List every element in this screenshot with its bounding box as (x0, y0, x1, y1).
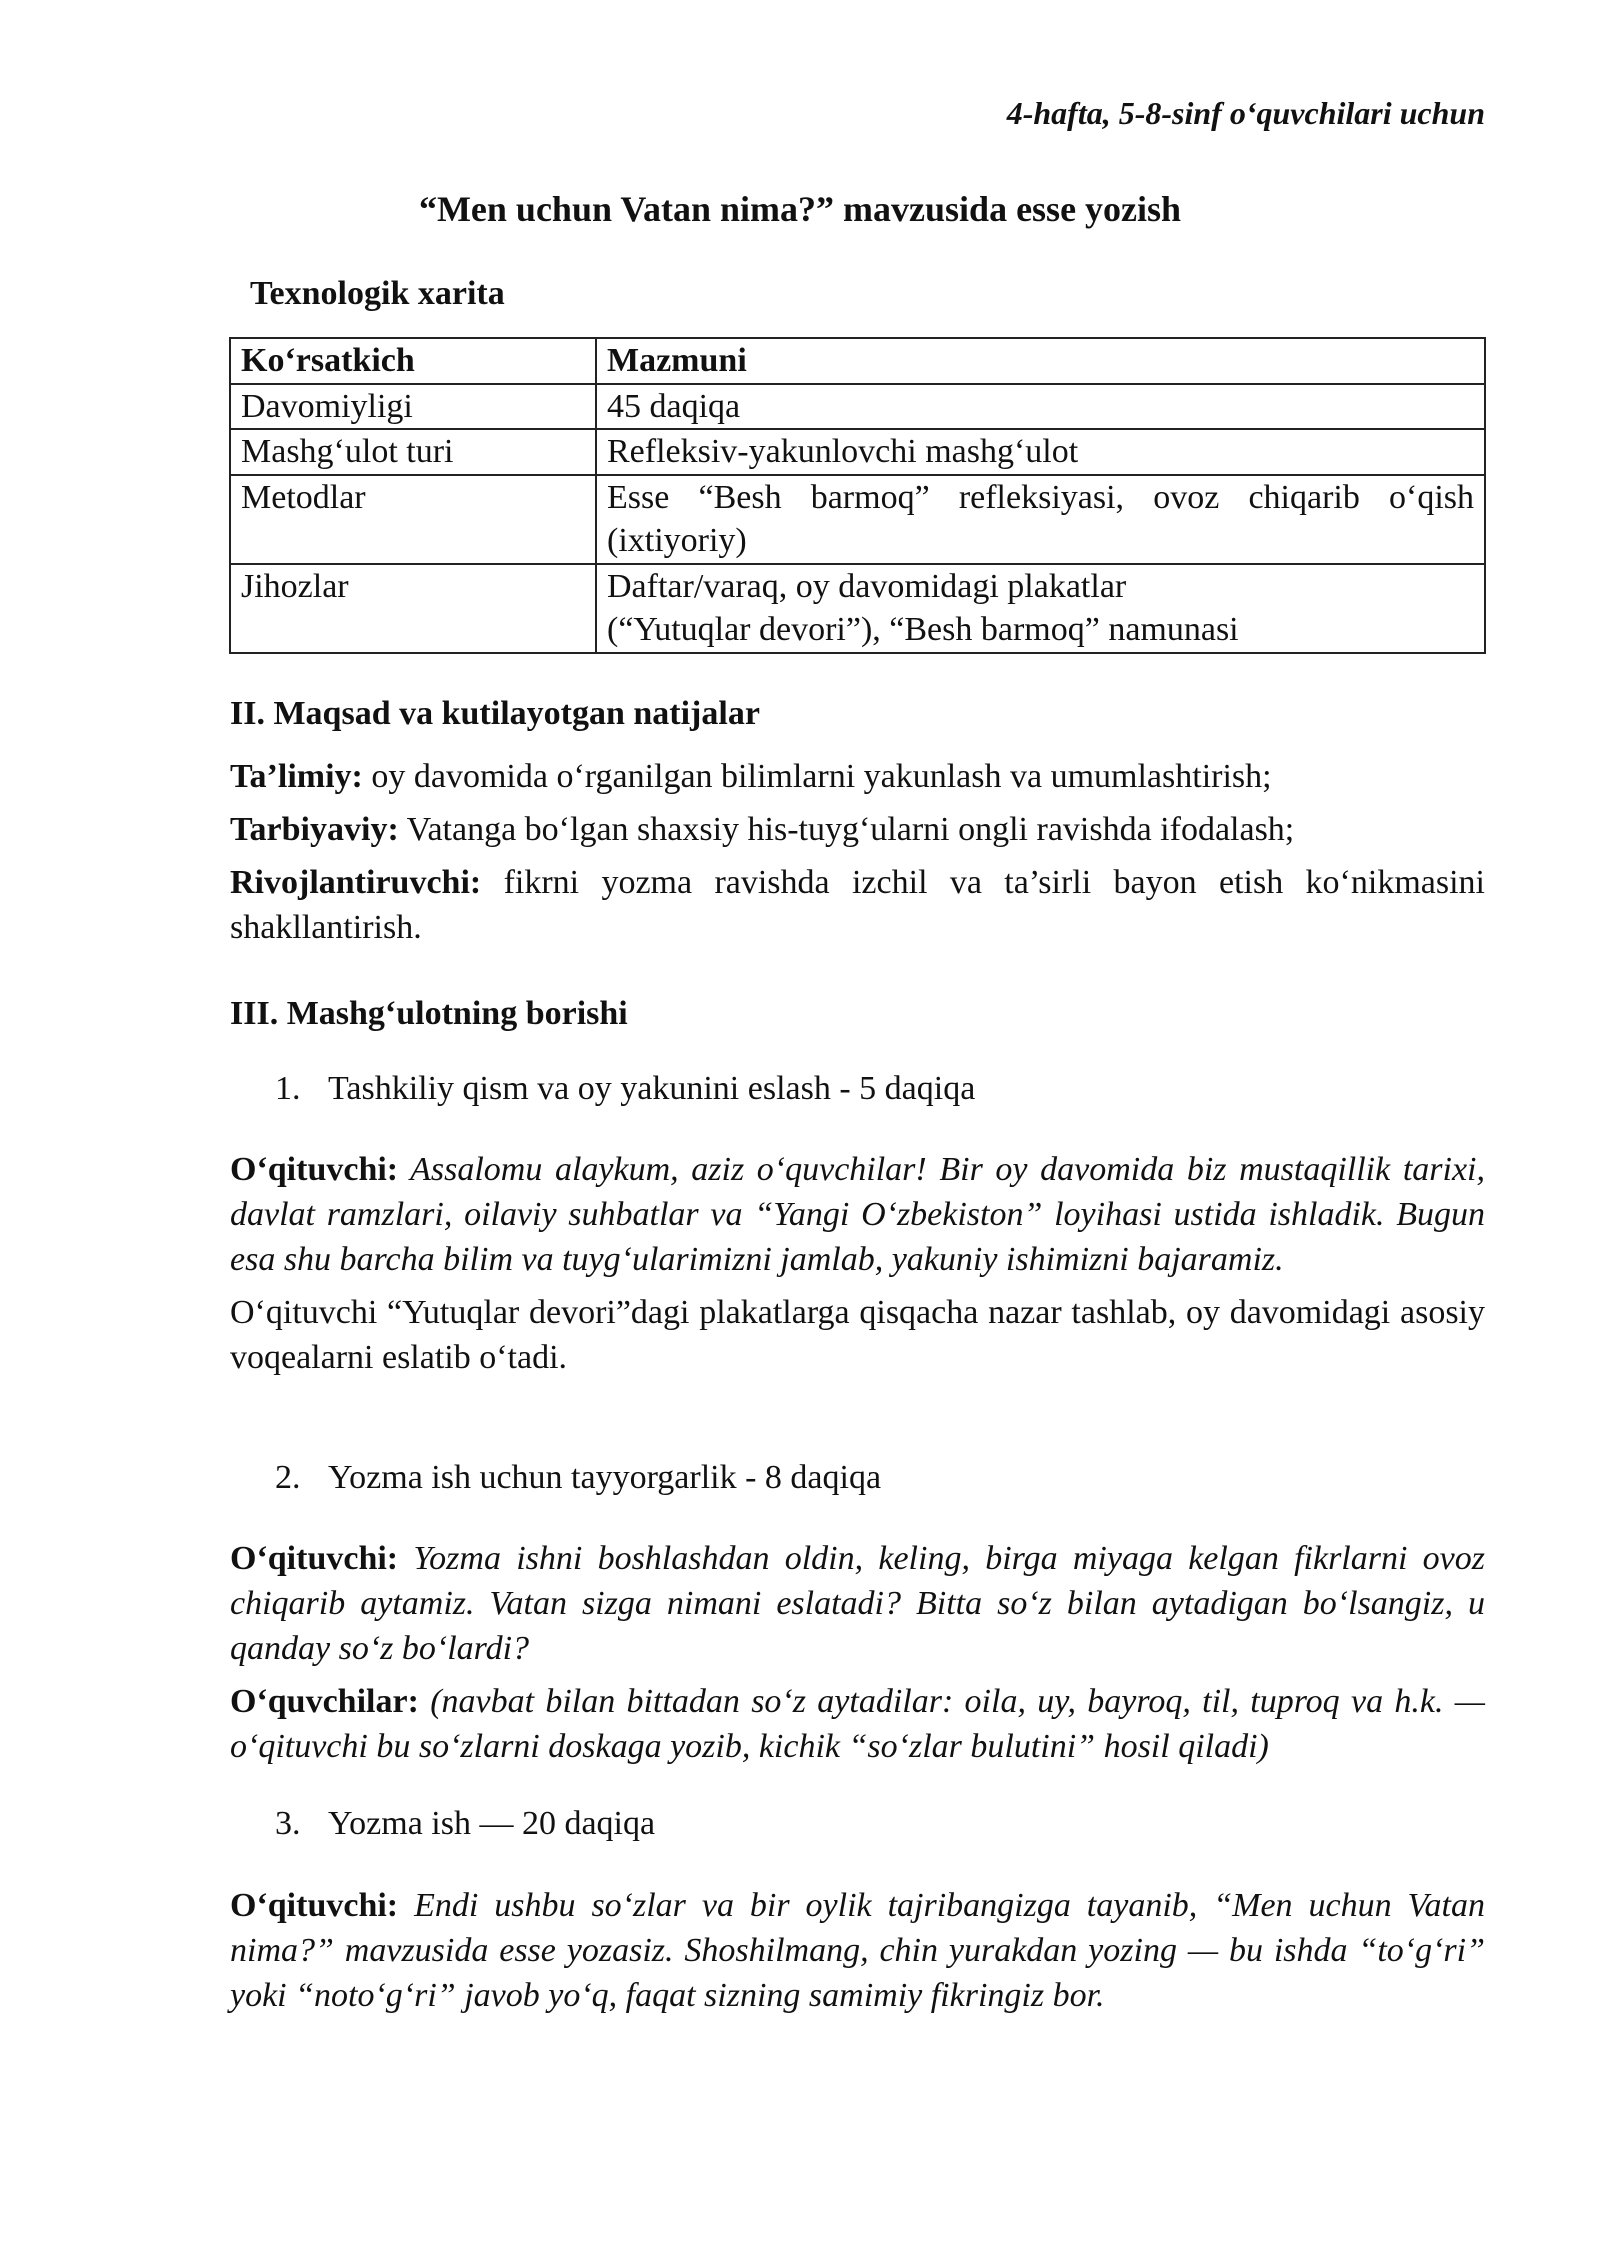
dialogue-block-3 (230, 1884, 1485, 2019)
narration: O‘qituvchi “Yutuqlar devori”dagi plakatlarga qisqacha nazar tashlab, oy davomidagi asosiy voqealarni eslatib o‘tadi. (230, 1293, 1485, 1376)
teacher-speech (230, 1148, 1485, 1283)
step-text: Yozma ish — 20 daqiqa (328, 1805, 656, 1842)
document-title: “Men uchun Vatan nima?” mavzusida esse yozish (418, 189, 1182, 229)
step-number: 3. (275, 1805, 301, 1842)
step-text: Tashkiliy qism va oy yakunini eslash - 5 daqiqa (328, 1070, 976, 1107)
step-number: 2. (275, 1459, 301, 1496)
table-cell: Refleksiv-yakunlovchi mashg‘ulot (596, 429, 1485, 475)
step-2 (275, 1459, 881, 1497)
table-cell-line: (“Yutuqlar devori”), “Besh barmoq” namunasi (607, 611, 1239, 649)
table-cell: Davomiyligi (230, 384, 596, 430)
dialogue-block-2 (230, 1537, 1485, 1769)
speaker-label: O‘quvchilar: (230, 1682, 419, 1720)
header-note: 4-hafta, 5-8-sinf o‘quvchilari uchun (1006, 95, 1485, 131)
table-cell: Jihozlar (230, 564, 596, 653)
goal-item (230, 861, 1485, 951)
goal-text: fikrni yozma ravishda izchil va ta’sirli bayon etish ko‘nikmasini shakllantirish. (230, 863, 1485, 946)
speaker-label: O‘qituvchi: (230, 1151, 399, 1188)
section-heading: II. Maqsad va kutilayotgan natijalar (230, 695, 760, 732)
goal-item (230, 755, 1485, 800)
speaker-label: O‘qituvchi: (230, 1887, 399, 1924)
speech-text: Assalomu alaykum, aziz o‘quvchilar! Bir oy davomida biz mustaqillik tarixi, davlat ramzlari, oilaviy suhbatlar va “Yangi O‘zbekiston” loyihasi ustida ishladik. Bugun esa shu barcha bilim va tuyg‘ularimizni jamlab, yakuniy ishimizni bajaramiz. (230, 1151, 1485, 1278)
table-header-row (230, 338, 1485, 384)
table-row (230, 384, 1485, 430)
section-goals (230, 692, 1485, 950)
section-heading: III. Mashg‘ulotning borishi (230, 995, 628, 1032)
goal-text: Vatanga bo‘lgan shaxsiy his-tuyg‘ularni ongli ravishda ifodalash; (398, 810, 1295, 848)
table-row (230, 564, 1485, 653)
technology-map-table (229, 337, 1486, 654)
table-cell: 45 daqiqa (596, 384, 1485, 430)
goal-item (230, 808, 1485, 853)
speaker-label: O‘qituvchi: (230, 1540, 399, 1577)
speech-text: Endi ushbu so‘zlar va bir oylik tajribangizga tayanib, “Men uchun Vatan nima?” mavzusida esse yozasiz. Shoshilmang, chin yurakdan yozing — bu ishda “to‘g‘ri” yoki “noto‘g‘ri” javob yo‘q, faqat sizning samimiy fikringiz bor. (230, 1887, 1485, 2014)
step-number: 1. (275, 1070, 301, 1107)
goal-label: Tarbiyaviy: (230, 810, 399, 848)
students-speech (230, 1680, 1485, 1770)
goal-label: Ta’limiy: (230, 757, 363, 795)
table-cell: Metodlar (230, 475, 596, 564)
table-cell: Esse “Besh barmoq” refleksiyasi, ovoz chiqarib o‘qish (ixtiyoriy) (596, 475, 1485, 564)
goal-label: Rivojlantiruvchi: (230, 863, 482, 901)
step-3 (275, 1805, 655, 1843)
table-cell: Mashg‘ulot turi (230, 429, 596, 475)
goal-text: oy davomida o‘rganilgan bilimlarni yakunlash va umumlashtirish; (362, 757, 1272, 795)
table-row (230, 429, 1485, 475)
step-text: Yozma ish uchun tayyorgarlik - 8 daqiqa (328, 1459, 882, 1496)
table-cell-line: Daftar/varaq, oy davomidagi plakatlar (607, 567, 1127, 605)
table-header-cell: Mazmuni (596, 338, 1485, 384)
dialogue-block-1 (230, 1148, 1485, 1380)
step-1 (275, 1070, 975, 1108)
teacher-speech (230, 1537, 1485, 1672)
speech-text: Yozma ishni boshlashdan oldin, keling, birga miyaga kelgan fikrlarni ovoz chiqarib aytamiz. Vatan sizga nimani eslatadi? Bitta so‘z bilan aytadigan bo‘lsangiz, u qanday so‘z bo‘lardi? (230, 1540, 1485, 1667)
table-row (230, 475, 1485, 564)
speech-text: (navbat bilan bittadan so‘z aytadilar: oila, uy, bayroq, til, tuproq va h.k. — o‘qituvchi bu so‘zlarni doskaga yozib, kichik “so‘zlar bulutini” hosil qiladi) (230, 1682, 1485, 1765)
teacher-speech (230, 1884, 1485, 2019)
table-cell (596, 564, 1485, 653)
technology-map-title: Texnologik xarita (250, 275, 505, 312)
table-header-cell: Ko‘rsatkich (230, 338, 596, 384)
